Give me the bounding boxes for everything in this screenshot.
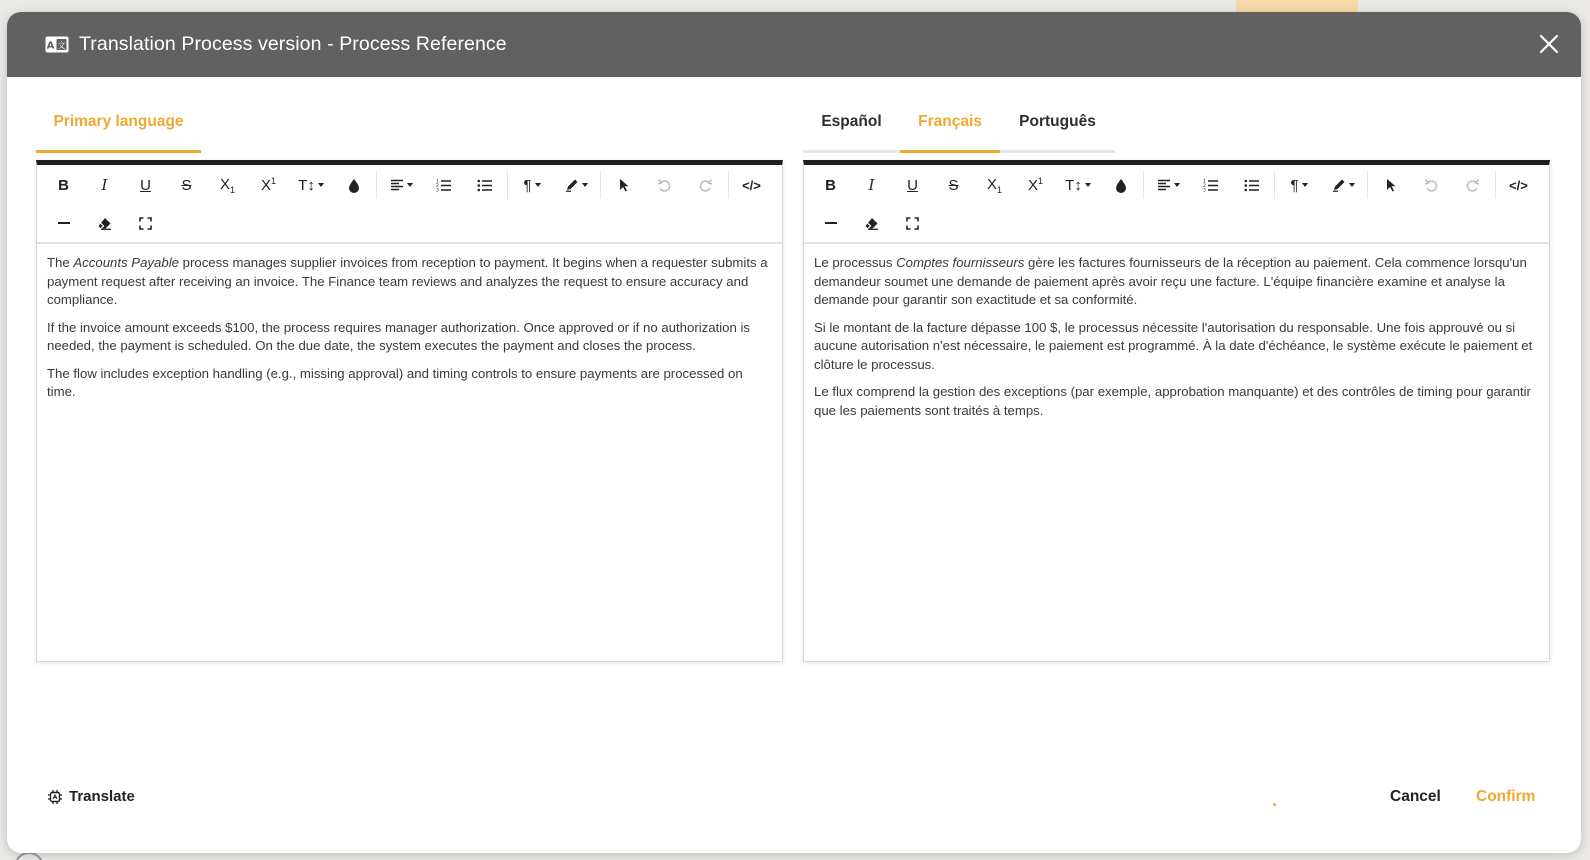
svg-text:文: 文 bbox=[57, 41, 66, 50]
toolbar-divider bbox=[1495, 171, 1496, 199]
translate-button[interactable] bbox=[47, 788, 135, 805]
redo-button[interactable] bbox=[685, 168, 726, 202]
superscript-button[interactable] bbox=[1015, 168, 1056, 202]
paragraph-text: The bbox=[47, 255, 74, 270]
paragraph-text: gère les factures fournisseurs de la réception au paiement. Cela commence lorsqu'un demandeur soumet une demande de paiement après avoir reçu une facture. L'équipe financière examine et analyse la demande pour garantir son exactitude et sa conformité. bbox=[814, 255, 1527, 307]
undo-button[interactable] bbox=[644, 168, 685, 202]
chevron-down-icon bbox=[318, 183, 324, 187]
superscript-mark: 1 bbox=[1038, 176, 1044, 186]
superscript-icon bbox=[261, 176, 276, 194]
unordered-list-icon bbox=[1244, 179, 1260, 192]
content-paragraph: The flow includes exception handling (e.g., missing approval) and timing controls to ensure payments are processed on time. bbox=[47, 365, 743, 399]
italic-icon: I bbox=[868, 176, 875, 194]
confirm-button[interactable]: Confirm bbox=[1476, 788, 1536, 805]
tab-underline bbox=[36, 150, 201, 153]
content-paragraph bbox=[47, 254, 772, 310]
align-left-icon bbox=[390, 179, 404, 191]
content-paragraph: Le flux comprend la gestion des exceptions (par exemple, approbation manquante) et des contrôles de timing pour garantir que les paiements sont traités à temps. bbox=[814, 384, 1531, 418]
code-view-icon: </> bbox=[1509, 177, 1528, 193]
align-left-icon bbox=[1157, 179, 1171, 191]
tab-portugues[interactable] bbox=[1000, 90, 1115, 153]
subscript-glyph: X bbox=[986, 175, 997, 193]
italic-button[interactable] bbox=[84, 168, 125, 202]
paragraph-style-dropdown[interactable] bbox=[510, 168, 554, 202]
align-dropdown[interactable] bbox=[1146, 168, 1190, 202]
underline-icon: U bbox=[140, 176, 151, 194]
eraser-icon bbox=[97, 217, 112, 230]
superscript-icon bbox=[1028, 176, 1043, 194]
chevron-down-icon bbox=[407, 183, 413, 187]
svg-text:3: 3 bbox=[1202, 188, 1206, 192]
bold-icon: B bbox=[825, 176, 836, 194]
undo-icon bbox=[657, 178, 672, 192]
tab-label: Español bbox=[821, 112, 882, 130]
select-all-button[interactable] bbox=[1370, 168, 1411, 202]
svg-text:1: 1 bbox=[435, 179, 439, 185]
unordered-list-button[interactable] bbox=[464, 168, 505, 202]
strikethrough-button[interactable] bbox=[166, 168, 207, 202]
tab-espanol[interactable] bbox=[803, 90, 900, 153]
superscript-glyph: X bbox=[1027, 177, 1038, 194]
bold-icon: B bbox=[58, 176, 69, 194]
redo-button[interactable] bbox=[1452, 168, 1493, 202]
horizontal-rule-button[interactable] bbox=[43, 206, 84, 240]
toolbar-divider bbox=[1367, 171, 1368, 199]
fullscreen-icon bbox=[139, 217, 152, 230]
italic-button[interactable] bbox=[851, 168, 892, 202]
tab-francais[interactable] bbox=[900, 90, 1000, 153]
underline-button[interactable] bbox=[125, 168, 166, 202]
code-view-button[interactable] bbox=[1498, 168, 1539, 202]
subscript-icon bbox=[987, 176, 1002, 195]
content-paragraph: Si le montant de la facture dépasse 100 $, le processus nécessite l'autorisation du responsable. Une fois approuvé ou si aucune autorisation n'est nécessaire, le paiement est programmé. À la date d'échéance, le système exécute le paiement et clôture le processus. bbox=[814, 319, 1533, 372]
translation-pane bbox=[803, 90, 1550, 662]
svg-text:A: A bbox=[46, 40, 55, 52]
primary-tabs bbox=[36, 90, 783, 153]
primary-language-pane bbox=[36, 90, 783, 662]
translate-label: Translate bbox=[69, 788, 135, 805]
fullscreen-button[interactable] bbox=[125, 206, 166, 240]
font-size-dropdown[interactable] bbox=[289, 168, 333, 202]
paragraph-text: process manages supplier invoices from reception to payment. It begins when a requester submits a payment request after receiving an invoice. The Finance team reviews and analyzes the request to ensure accuracy and compliance. bbox=[47, 255, 768, 307]
select-all-button[interactable] bbox=[603, 168, 644, 202]
editor-toolbar bbox=[37, 165, 782, 244]
strikethrough-icon: S bbox=[181, 176, 192, 194]
text-color-button[interactable] bbox=[1100, 168, 1141, 202]
redo-icon bbox=[1465, 178, 1480, 192]
unordered-list-button[interactable] bbox=[1231, 168, 1272, 202]
svg-text:1: 1 bbox=[1202, 179, 1206, 185]
subscript-button[interactable] bbox=[974, 168, 1015, 202]
eraser-icon bbox=[864, 217, 879, 230]
clear-format-button[interactable] bbox=[84, 206, 125, 240]
font-size-dropdown[interactable] bbox=[1056, 168, 1100, 202]
toolbar-divider bbox=[728, 171, 729, 199]
code-view-button[interactable] bbox=[731, 168, 772, 202]
pen-icon bbox=[565, 178, 579, 192]
subscript-button[interactable] bbox=[207, 168, 248, 202]
underline-icon: U bbox=[907, 176, 918, 194]
close-icon bbox=[1539, 34, 1559, 54]
horizontal-rule-icon bbox=[57, 221, 71, 225]
droplet-icon bbox=[1115, 178, 1127, 193]
svg-text:3: 3 bbox=[435, 188, 439, 192]
text-style-dropdown[interactable] bbox=[554, 168, 598, 202]
dialog-header bbox=[7, 12, 1581, 77]
bold-button[interactable] bbox=[810, 168, 851, 202]
subscript-glyph: X bbox=[219, 175, 230, 193]
strikethrough-icon: S bbox=[948, 176, 959, 194]
text-style-dropdown[interactable] bbox=[1321, 168, 1365, 202]
toolbar-divider bbox=[600, 171, 601, 199]
translation-dialog bbox=[7, 12, 1581, 853]
text-color-button[interactable] bbox=[333, 168, 374, 202]
redo-icon bbox=[698, 178, 713, 192]
ordered-list-icon bbox=[436, 178, 452, 192]
tab-underline bbox=[1000, 150, 1115, 153]
svg-text:2: 2 bbox=[1202, 184, 1206, 189]
toolbar-divider bbox=[507, 171, 508, 199]
fullscreen-button[interactable] bbox=[892, 206, 933, 240]
fullscreen-icon bbox=[906, 217, 919, 230]
subscript-mark: 1 bbox=[230, 184, 236, 195]
paragraph-style-dropdown[interactable] bbox=[1277, 168, 1321, 202]
svg-text:2: 2 bbox=[435, 184, 439, 189]
tab-label: Português bbox=[1019, 112, 1096, 130]
droplet-icon bbox=[348, 178, 360, 193]
italic-icon: I bbox=[101, 176, 108, 194]
ordered-list-icon bbox=[1203, 178, 1219, 192]
chevron-down-icon bbox=[1085, 183, 1091, 187]
language-tabs bbox=[803, 90, 1550, 153]
bold-button[interactable] bbox=[43, 168, 84, 202]
ordered-list-button[interactable] bbox=[1190, 168, 1231, 202]
chevron-down-icon bbox=[1302, 183, 1308, 187]
subscript-mark: 1 bbox=[997, 184, 1003, 195]
toolbar-divider bbox=[1274, 171, 1275, 199]
ordered-list-button[interactable] bbox=[423, 168, 464, 202]
cursor-pointer-icon bbox=[1385, 178, 1397, 192]
toolbar-divider bbox=[376, 171, 377, 199]
pen-icon bbox=[1332, 178, 1346, 192]
chevron-down-icon bbox=[1174, 183, 1180, 187]
close-button[interactable] bbox=[1535, 30, 1563, 58]
superscript-button[interactable] bbox=[248, 168, 289, 202]
font-size-icon: T↕ bbox=[1065, 176, 1082, 194]
undo-button[interactable] bbox=[1411, 168, 1452, 202]
dialog-title: Translation Process version - Process Reference bbox=[79, 33, 507, 55]
editor-content[interactable] bbox=[37, 244, 782, 661]
strikethrough-button[interactable] bbox=[933, 168, 974, 202]
chevron-down-icon bbox=[1349, 183, 1355, 187]
paragraph-text: Le processus bbox=[814, 255, 897, 270]
tab-primary-language[interactable] bbox=[36, 90, 201, 153]
subscript-icon bbox=[220, 176, 235, 195]
paragraph-icon: ¶ bbox=[523, 176, 532, 194]
chevron-down-icon bbox=[535, 183, 541, 187]
underline-button[interactable] bbox=[892, 168, 933, 202]
font-size-icon: T↕ bbox=[298, 176, 315, 194]
chevron-down-icon bbox=[582, 183, 588, 187]
italic-text: Comptes fournisseurs bbox=[896, 255, 1025, 270]
primary-rich-text-editor bbox=[36, 160, 783, 662]
editor-toolbar bbox=[804, 165, 1549, 244]
translation-rich-text-editor bbox=[803, 160, 1550, 662]
tab-label: Primary language bbox=[53, 112, 184, 130]
horizontal-rule-icon bbox=[824, 221, 838, 225]
status-dot bbox=[1273, 803, 1276, 806]
tab-label: Français bbox=[918, 112, 982, 130]
cursor-pointer-icon bbox=[618, 178, 630, 192]
content-paragraph bbox=[814, 254, 1539, 310]
ai-chip-icon bbox=[47, 789, 63, 805]
cancel-button[interactable]: Cancel bbox=[1390, 788, 1441, 805]
editor-content[interactable] bbox=[804, 244, 1549, 661]
unordered-list-icon bbox=[477, 179, 493, 192]
align-dropdown[interactable] bbox=[379, 168, 423, 202]
code-view-icon: </> bbox=[742, 177, 761, 193]
undo-icon bbox=[1424, 178, 1439, 192]
translate-card-icon bbox=[45, 36, 69, 53]
toolbar-divider bbox=[1143, 171, 1144, 199]
clear-format-button[interactable] bbox=[851, 206, 892, 240]
horizontal-rule-button[interactable] bbox=[810, 206, 851, 240]
superscript-mark: 1 bbox=[271, 176, 277, 186]
italic-text: Accounts Payable bbox=[73, 255, 179, 270]
superscript-glyph: X bbox=[260, 177, 271, 194]
content-paragraph: If the invoice amount exceeds $100, the process requires manager authorization. Once approved or if no authorization is needed, the payment is scheduled. On the due date, the system executes the payment and closes the process. bbox=[47, 319, 751, 353]
paragraph-icon: ¶ bbox=[1290, 176, 1299, 194]
tab-underline bbox=[900, 150, 1000, 153]
background-accent-strip bbox=[1236, 0, 1358, 12]
tab-underline bbox=[803, 150, 900, 153]
